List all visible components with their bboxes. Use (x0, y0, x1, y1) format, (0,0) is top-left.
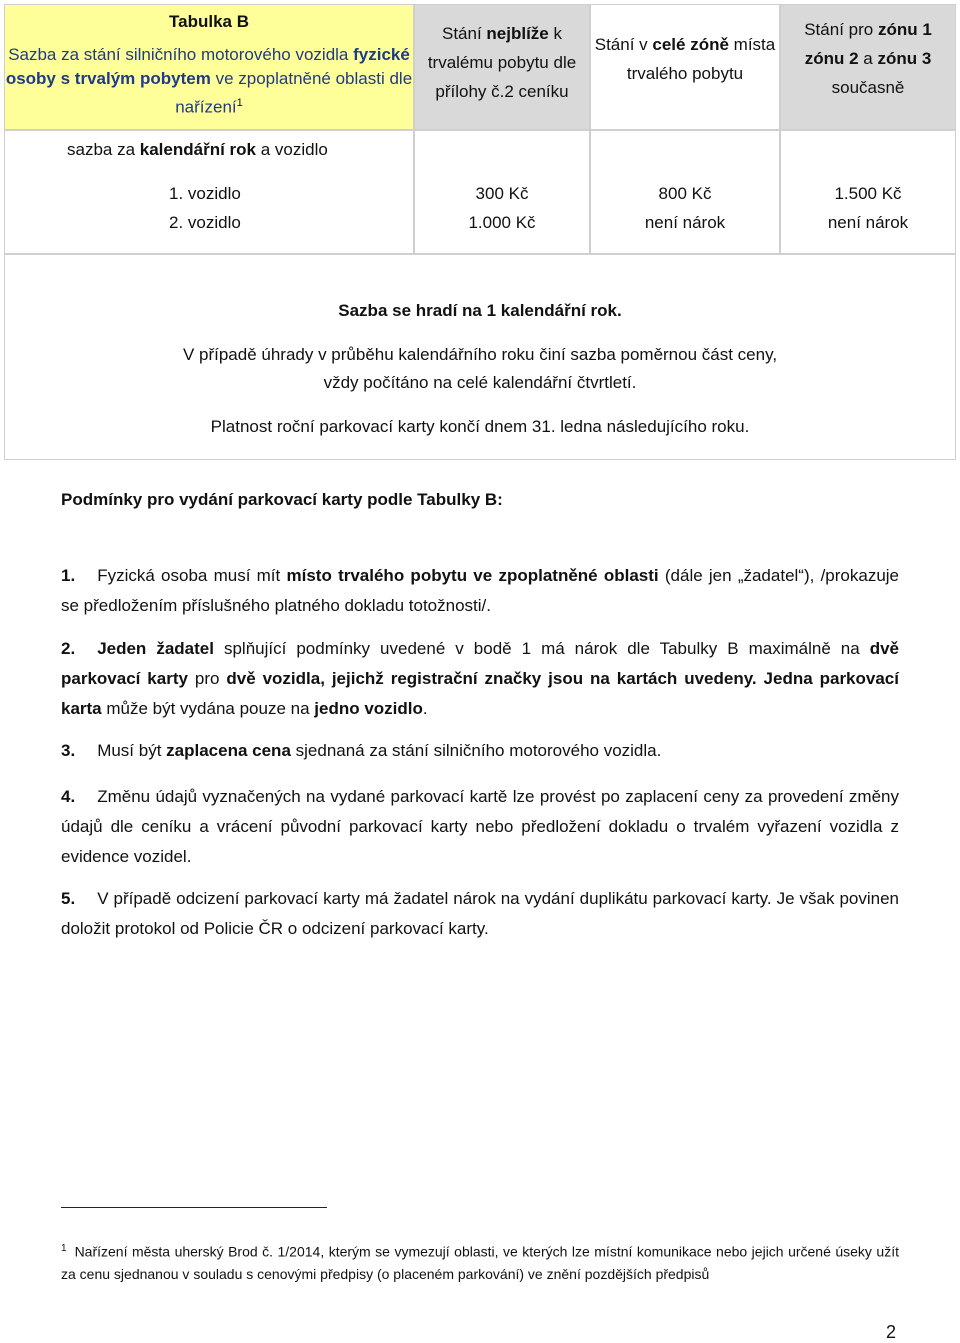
zone-vehicle-1: 800 Kč (658, 184, 712, 203)
condition-item-1: 1. Fyzická osoba musí mít místo trvalého pobytu ve zpoplatněné oblasti (dále jen „žadatel“), /prokazuje se předložením příslušného platného dokladu totožnosti/. (61, 566, 900, 615)
footnote: $^1$ Nařízení města uherský Brod č. 1/2014, kterým se vymezují oblasti, ve kterých lze místní komunikace nebo jejich určené úseky užít za cenu sjednanou v souladu s cenovými předpisy (o placeném parkování) ve znění pozdějších předpisů (61, 1243, 899, 1282)
note-bold: Sazba se hradí na 1 kalendářní rok. (338, 301, 622, 320)
condition-item-2: 2. Jeden žadatel splňující podmínky uvedené v bodě 1 má nárok dle Tabulky B maximálně na dvě parkovací karty pro dvě vozidla, jejichž registrační značky jsou na kartách uvedeny. Jedna parkovací karta může být vydána pouze na jedno vozidlo. (61, 639, 899, 718)
table-header-all-zones: Stání pro zónu 1 zónu 2 a zónu 3 současně (780, 4, 956, 130)
table-header-nearest: Stání nejblíže k trvalému pobytu dle přílohy č.2 ceníku (414, 4, 590, 130)
zone-vehicle-2: není nárok (644, 213, 726, 232)
rate-table (4, 4, 956, 460)
table-notes (4, 254, 956, 460)
table-nearest-values (414, 130, 590, 254)
table-description: Sazba za stání silničního motorového vozidla fyzické osoby s trvalým pobytem ve zpoplatněné oblasti dle nařízení$^1$ (5, 45, 413, 117)
table-rate-labels (4, 130, 414, 254)
vehicle-2-label: 2. vozidlo (169, 213, 241, 232)
all-zones-vehicle-1: 1.500 Kč (834, 184, 902, 203)
rate-period-label: sazba za kalendářní rok a vozidlo (67, 140, 328, 159)
vehicle-1-label: 1. vozidlo (169, 184, 241, 203)
condition-item-4: 4. Změnu údajů vyznačených na vydané parkovací kartě lze provést po zaplacení ceny za provedení změny údajů dle ceníku a vrácení původní parkovací karty nebo předložení dokladu o trvalém vyřazení vozidla z evidence vozidel. (61, 787, 899, 866)
conditions-heading: Podmínky pro vydání parkovací karty podle Tabulky B: (61, 490, 503, 509)
nearest-vehicle-1: 300 Kč (475, 184, 529, 203)
table-all-zones-values (780, 130, 956, 254)
footnote-separator (61, 1207, 327, 1208)
note-line-1: V případě úhrady v průběhu kalendářního roku činí sazba poměrnou část ceny, (182, 345, 778, 364)
table-title: Tabulka B (169, 12, 249, 31)
all-zones-vehicle-2: není nárok (827, 213, 909, 232)
note-line-2: vždy počítáno na celé kalendářní čtvrtletí. (323, 373, 637, 392)
condition-item-5: 5. V případě odcizení parkovací karty má žadatel nárok na vydání duplikátu parkovací karty. Je však povinen doložit protokol od Policie ČR o odcizení parkovací karty. (61, 889, 899, 938)
footnote-ref: 1 (236, 97, 243, 109)
nearest-vehicle-2: 1.000 Kč (468, 213, 536, 232)
page-number: 2 (886, 1322, 897, 1342)
table-header-description (4, 4, 414, 130)
table-zone-values (590, 130, 780, 254)
note-line-3: Platnost roční parkovací karty končí dnem 31. ledna následujícího roku. (210, 417, 750, 436)
table-header-zone: Stání v celé zóně místa trvalého pobytu (590, 4, 780, 130)
condition-item-3: 3. Musí být zaplacena cena sjednaná za stání silničního motorového vozidla. (61, 741, 662, 760)
